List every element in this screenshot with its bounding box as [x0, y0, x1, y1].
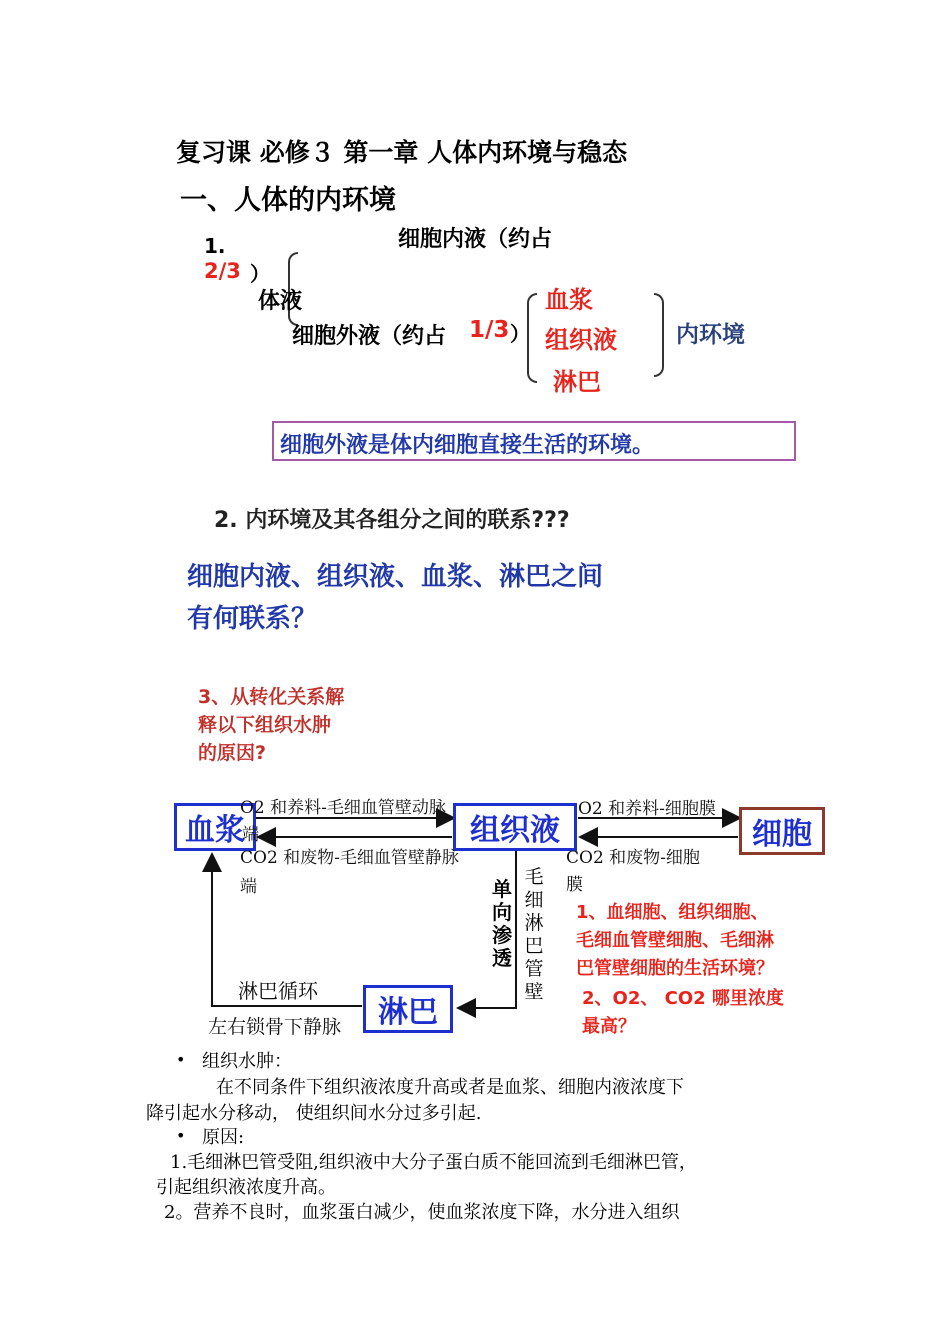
- diagram-question1-line1: 1、血细胞、组织细胞、: [576, 902, 769, 923]
- para1-line1: 在不同条件下组织液浓度升高或者是血浆、细胞内液浓度下: [216, 1077, 684, 1098]
- intracellular-fluid-label: 细胞内液（约占: [398, 227, 553, 252]
- bullet-dot-2: •: [176, 1126, 186, 1145]
- label-lymph-circulation: 淋巴循环: [238, 979, 318, 1003]
- label-o2-cell: O2 和养料-细胞膜: [578, 799, 716, 819]
- definition-text: 细胞外液是体内细胞直接生活的环境。: [280, 433, 655, 458]
- para1-line2: 降引起水分移动， 使组织间水分过多引起.: [146, 1103, 482, 1124]
- diagram-question1-line2: 毛细血管壁细胞、毛细淋: [576, 930, 774, 951]
- node-plasma: 血浆: [174, 803, 256, 851]
- section1-heading: 一、人体的内环境: [180, 185, 396, 216]
- question-line-2: 有何联系？: [187, 604, 318, 634]
- node-cell: 细胞: [739, 807, 825, 855]
- label-co2-cell-end: 膜: [566, 875, 583, 895]
- ratio-extracellular: 1/3: [469, 317, 510, 343]
- section2-heading: 2. 内环境及其各组分之间的联系???: [214, 508, 570, 533]
- node-tissue-fluid: 组织液: [453, 803, 577, 851]
- reason2-line1: 2。营养不良时，血浆蛋白减少，使血浆浓度下降，水分进入组织: [164, 1202, 680, 1223]
- label-co2-cell: CO2 和废物-细胞: [566, 848, 700, 868]
- node-lymph: 淋巴: [363, 985, 453, 1033]
- section3-line-2: 释以下组织水肿: [198, 714, 332, 736]
- bullet-reasons: 原因:: [202, 1127, 245, 1148]
- diagram-question2-line1: 2、O2、 CO2 哪里浓度: [582, 988, 784, 1009]
- bullet-dot-1: •: [176, 1050, 186, 1069]
- component-tissue-fluid: 组织液: [545, 326, 617, 354]
- diagram-question1-line3: 巴管壁细胞的生活环境？: [576, 958, 774, 979]
- label-one-way-osmosis: 单向渗透: [492, 877, 512, 970]
- section3-line-1: 3、从转化关系解: [198, 686, 345, 708]
- reason1-line1: 1.毛细淋巴管受阻,组织液中大分子蛋白质不能回流到毛细淋巴管，: [170, 1152, 697, 1173]
- question-line-1: 细胞内液、组织液、血浆、淋巴之间: [187, 562, 604, 592]
- ratio-close-paren: ）: [250, 262, 270, 286]
- label-co2-vein: CO2 和废物-毛细血管壁静脉: [240, 848, 459, 868]
- page-title: 复习课 必修３ 第一章 人体内环境与稳态: [176, 138, 628, 167]
- label-subclavian-vein: 左右锁骨下静脉: [208, 1016, 342, 1038]
- label-co2-vein-end: 端: [240, 877, 257, 897]
- item1-number: 1.: [204, 234, 226, 258]
- inner-environment-label: 内环境: [676, 322, 745, 348]
- label-o2-artery: O2 和养料-毛细血管壁动脉: [240, 798, 446, 818]
- label-capillary-lymph-wall: 毛细淋巴管壁: [524, 866, 544, 1003]
- section3-line-3: 的原因?: [198, 742, 267, 764]
- reason1-line2: 引起组织液浓度升高。: [156, 1177, 336, 1198]
- label-o2-artery-end: 端: [242, 825, 259, 845]
- ratio-intracellular: 2/3: [204, 259, 241, 283]
- diagram-question2-line2: 最高？: [582, 1016, 636, 1037]
- ratio-extra-close: ）: [510, 322, 530, 346]
- bullet-edema: 组织水肿：: [202, 1051, 292, 1072]
- extracellular-fluid-label: 细胞外液（约占: [292, 324, 447, 349]
- body-fluid-label: 体液: [258, 289, 303, 314]
- component-plasma: 血浆: [545, 286, 593, 314]
- component-lymph: 淋巴: [553, 368, 601, 396]
